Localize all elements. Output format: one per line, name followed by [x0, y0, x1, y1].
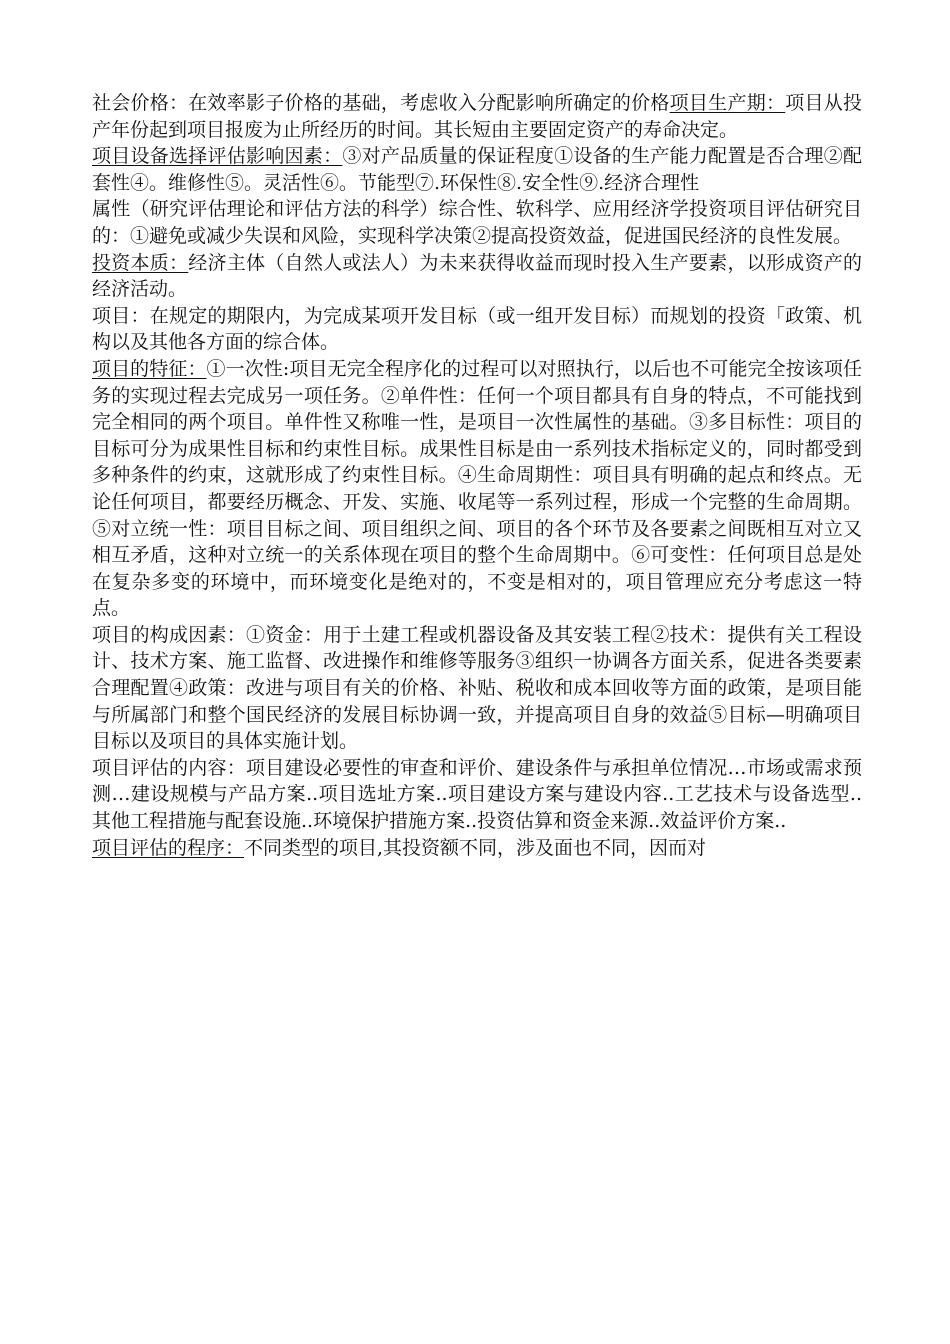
paragraph-project-features: [92, 356, 862, 622]
paragraph-evaluation-procedure: [92, 835, 862, 862]
paragraph-investment-nature: [92, 250, 862, 303]
paragraph-text: ③对产品质量的保证程度①设备的生产能力配置是否合理②配套性④。维修性⑤。灵活性⑥。节能型⑦.环保性⑧.安全性⑨.经济合理性: [92, 145, 862, 194]
underlined-heading: 项目的特征：: [92, 357, 207, 380]
paragraph-text: 项目：在规定的期限内，为完成某项开发目标（或一组开发目标）而规划的投资「政策、机构以及其他各方面的综合体。: [92, 304, 862, 354]
paragraph-project-elements: [92, 622, 862, 755]
paragraph-text: 属性（研究评估理论和评估方法的科学）综合性、软科学、应用经济学投资项目评估研究目的：①避免或减少失误和风险，实现科学决策②提高投资效益，促进国民经济的良性发展。: [92, 198, 862, 247]
paragraph-social-price: [92, 90, 862, 143]
underlined-heading: 项目生产期：: [669, 92, 786, 114]
paragraph-text: 社会价格：在效率影子价格的基础，考虑收入分配影响所确定的价格: [92, 92, 670, 114]
paragraph-project-definition: [92, 303, 862, 356]
document-page: [92, 90, 862, 861]
paragraph-equipment-factors: [92, 143, 862, 196]
underlined-heading: 项目评估的程序：: [92, 836, 245, 859]
paragraph-text: 项目评估的内容：项目建设必要性的审查和评价、建设条件与承担单位情况…市场或需求预测…建设规模与产品方案..项目选址方案..项目建设方案与建设内容..工艺技术与设备选型..其他工程措施与配套设施..环境保护措施方案..投资估算和资金来源..效益评价方案..: [92, 756, 862, 833]
paragraph-text: 不同类型的项目,其投资额不同，涉及面也不同，因而对: [244, 836, 707, 859]
paragraph-text: 项目从投产年份起到项目报废为止所经历的时间。其长短由主要固定资产的寿命决定。: [92, 92, 862, 141]
paragraph-evaluation-content: [92, 755, 862, 835]
underlined-heading: 投资本质：: [92, 251, 189, 274]
underlined-heading: 项目设备选择评估影响因素：: [92, 145, 343, 168]
paragraph-attributes: [92, 196, 862, 249]
paragraph-text: ①一次性:项目无完全程序化的过程可以对照执行，以后也不可能完全按该项任务的实现过程去完成另一项任务。②单件性：任何一个项目都具有自身的特点，不可能找到完全相同的两个项目。单件性又称唯一性，是项目一次性属性的基础。③多目标性：项目的目标可分为成果性目标和约束性目标。成果性目标是由一系列技术指标定义的，同时都受到多种条件的约束，这就形成了约束性目标。④生命周期性：项目具有明确的起点和终点。无论任何项目，都要经历概念、开发、实施、收尾等一系列过程，形成一个完整的生命周期。⑤对立统一性：项目目标之间、项目组织之间、项目的各个环节及各要素之间既相互对立又相互矛盾，这种对立统一的关系体现在项目的整个生命周期中。⑥可变性：任何项目总是处在复杂多变的环境中，而环境变化是绝对的，不变是相对的，项目管理应充分考虑这一特点。: [92, 357, 862, 620]
paragraph-text: 经济主体（自然人或法人）为未来获得收益而现时投入生产要素，以形成资产的经济活动。: [92, 251, 862, 301]
paragraph-text: 项目的构成因素：①资金：用于土建工程或机器设备及其安装工程②技术：提供有关工程设计、技术方案、施工监督、改进操作和维修等服务③组织一协调各方面关系，促进各类要素合理配置④政策：改进与项目有关的价格、补贴、税收和成本回收等方面的政策，是项目能与所属部门和整个国民经济的发展目标协调一致，并提高项目自身的效益⑤目标—明确项目目标以及项目的具体实施计划。: [92, 623, 862, 753]
